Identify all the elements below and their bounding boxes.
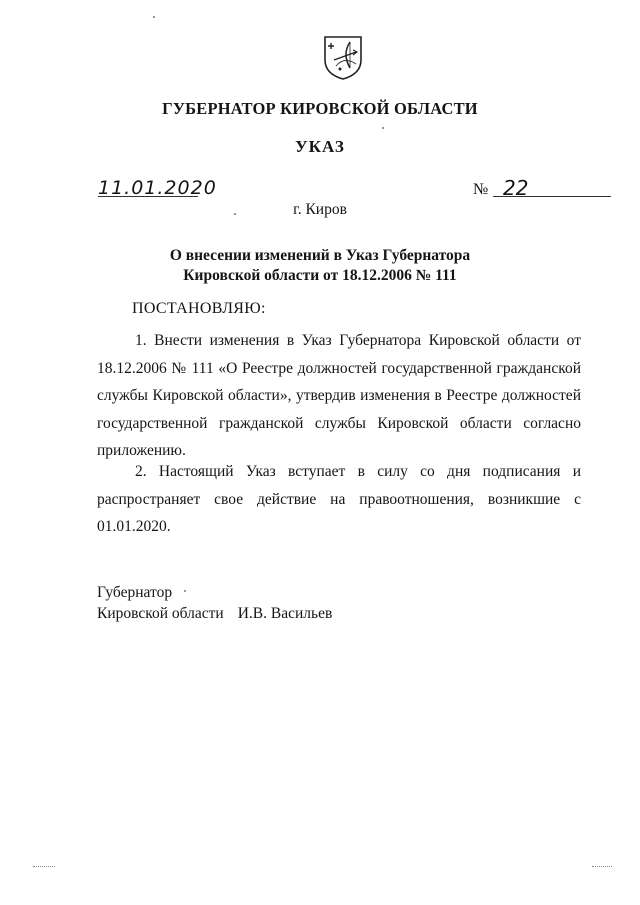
signatory-name: И.В. Васильев <box>237 605 333 622</box>
kirov-region-coat-of-arms-icon <box>322 34 364 80</box>
number-underline <box>493 196 611 197</box>
decree-subject <box>0 246 640 286</box>
scan-speck <box>153 16 155 18</box>
paragraph-text: 2. Настоящий Указ вступает в силу со дня подписания и распространяет свое действие на правоотношения, возникшие с 01.01.2020. <box>97 463 581 535</box>
signatory-position-line-2 <box>97 603 332 624</box>
signatory-position-line-1: Губернатор <box>97 584 173 601</box>
date-underline <box>98 196 198 197</box>
scan-speck <box>382 127 384 129</box>
city-of-issue: г. Киров <box>293 201 347 218</box>
decree-number: 22 <box>503 176 529 200</box>
paragraph-1 <box>97 327 581 465</box>
decree-date: 11.01.2020 <box>98 177 217 199</box>
issuing-authority: ГУБЕРНАТОР КИРОВСКОЙ ОБЛАСТИ <box>162 99 478 118</box>
number-label: № <box>473 181 489 198</box>
signature-block <box>97 582 332 624</box>
scan-speck <box>234 213 236 215</box>
subject-line-1: О внесении изменений в Указ Губернатора <box>169 247 471 264</box>
scan-edge-mark <box>592 866 612 867</box>
scan-edge-mark <box>33 866 55 867</box>
scan-speck <box>184 590 186 592</box>
signatory-region: Кировской области <box>97 605 224 622</box>
paragraph-text: 1. Внести изменения в Указ Губернатора Кировской области от 18.12.2006 № 111 «О Реестре должностей государственной гражданской службы Кировской области», утвердив изменения в Реестре должностей государственной гражданской службы Кировской области согласно приложению. <box>97 332 581 459</box>
document-type: УКАЗ <box>295 137 345 156</box>
paragraph-2 <box>97 458 581 541</box>
subject-line-2: Кировской области от 18.12.2006 № 111 <box>183 267 457 284</box>
decree-word: ПОСТАНОВЛЯЮ: <box>132 300 266 317</box>
